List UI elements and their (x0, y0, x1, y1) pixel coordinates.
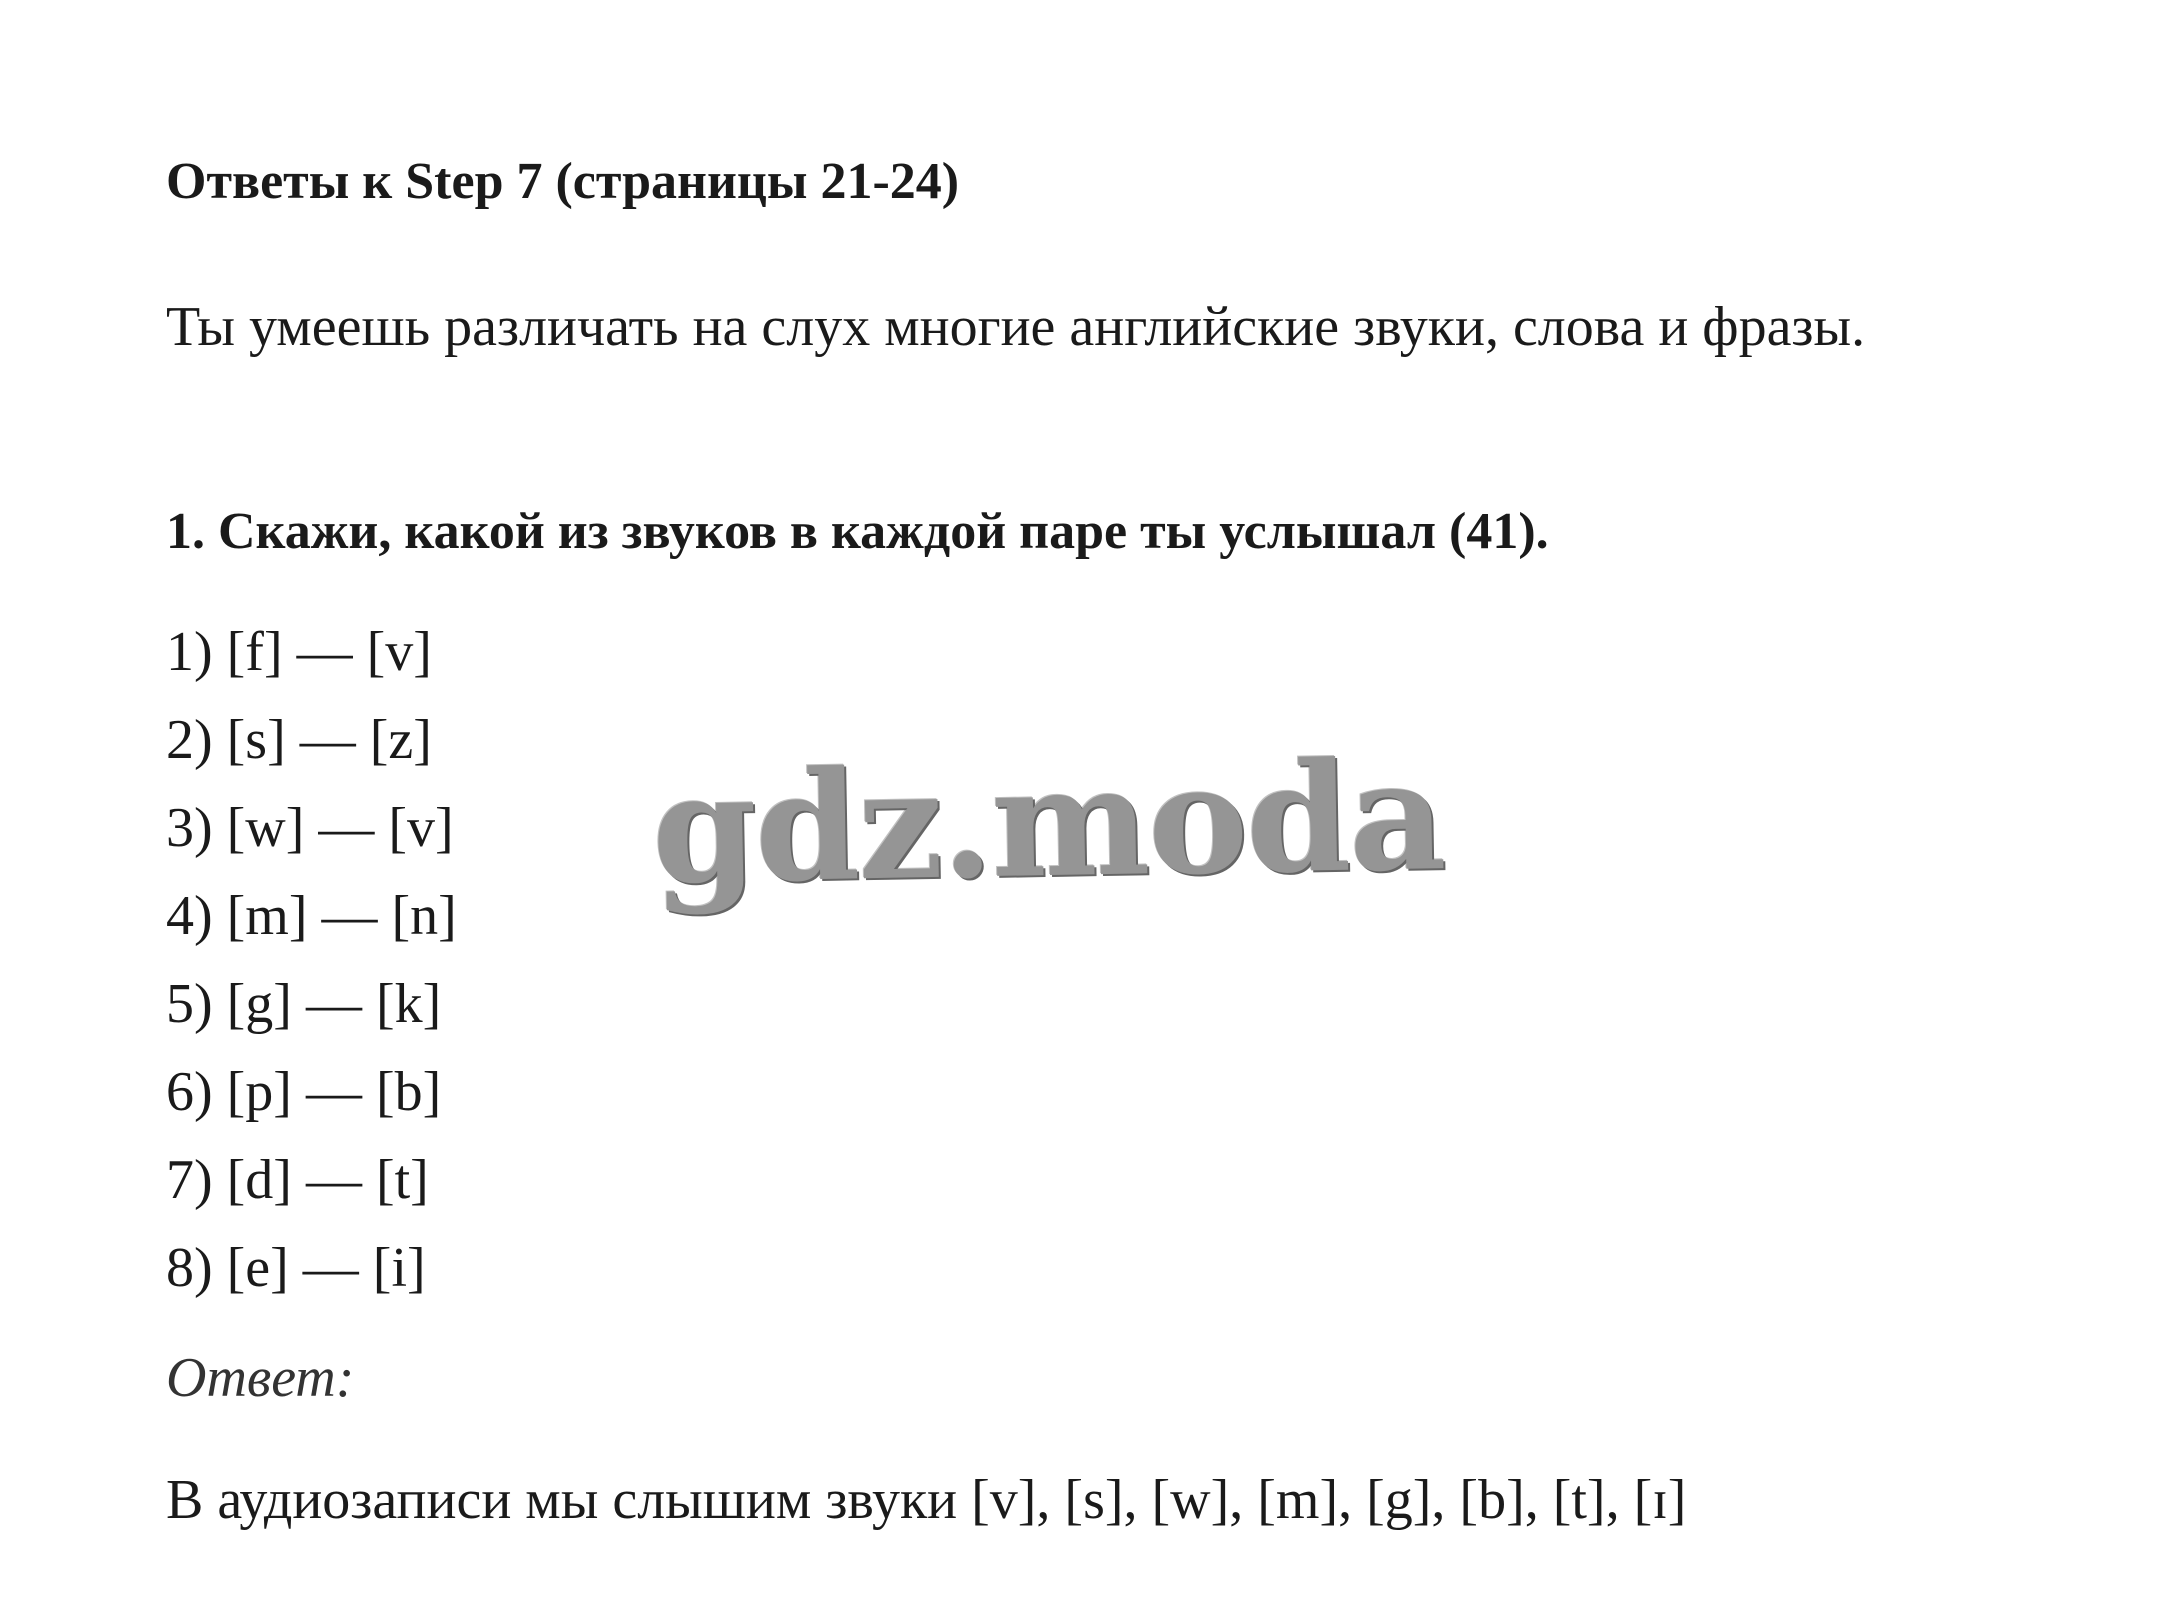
list-item: 6) [p] — [b] (166, 1061, 442, 1123)
sound-pairs-list (166, 608, 457, 1312)
intro-paragraph: Ты умеешь различать на слух многие английские звуки, слова и фразы. (166, 296, 1866, 358)
list-item: 2) [s] — [z] (166, 709, 432, 771)
page-title: Ответы к Step 7 (страницы 21-24) (166, 153, 960, 210)
watermark-logo: gdz.moda (650, 728, 1446, 918)
list-item: 5) [g] — [k] (166, 973, 442, 1035)
list-item: 3) [w] — [v] (166, 797, 454, 859)
task-heading: 1. Скажи, какой из звуков в каждой паре ты услышал (41). (166, 503, 1549, 560)
list-item: 8) [e] — [i] (166, 1237, 426, 1299)
list-item: 4) [m] — [n] (166, 885, 457, 947)
list-item: 7) [d] — [t] (166, 1149, 429, 1211)
answer-label: Ответ: (166, 1347, 355, 1409)
answer-text: В аудиозаписи мы слышим звуки [v], [s], [w], [m], [g], [b], [t], [ɪ] (166, 1469, 1687, 1531)
list-item: 1) [f] — [v] (166, 621, 432, 683)
